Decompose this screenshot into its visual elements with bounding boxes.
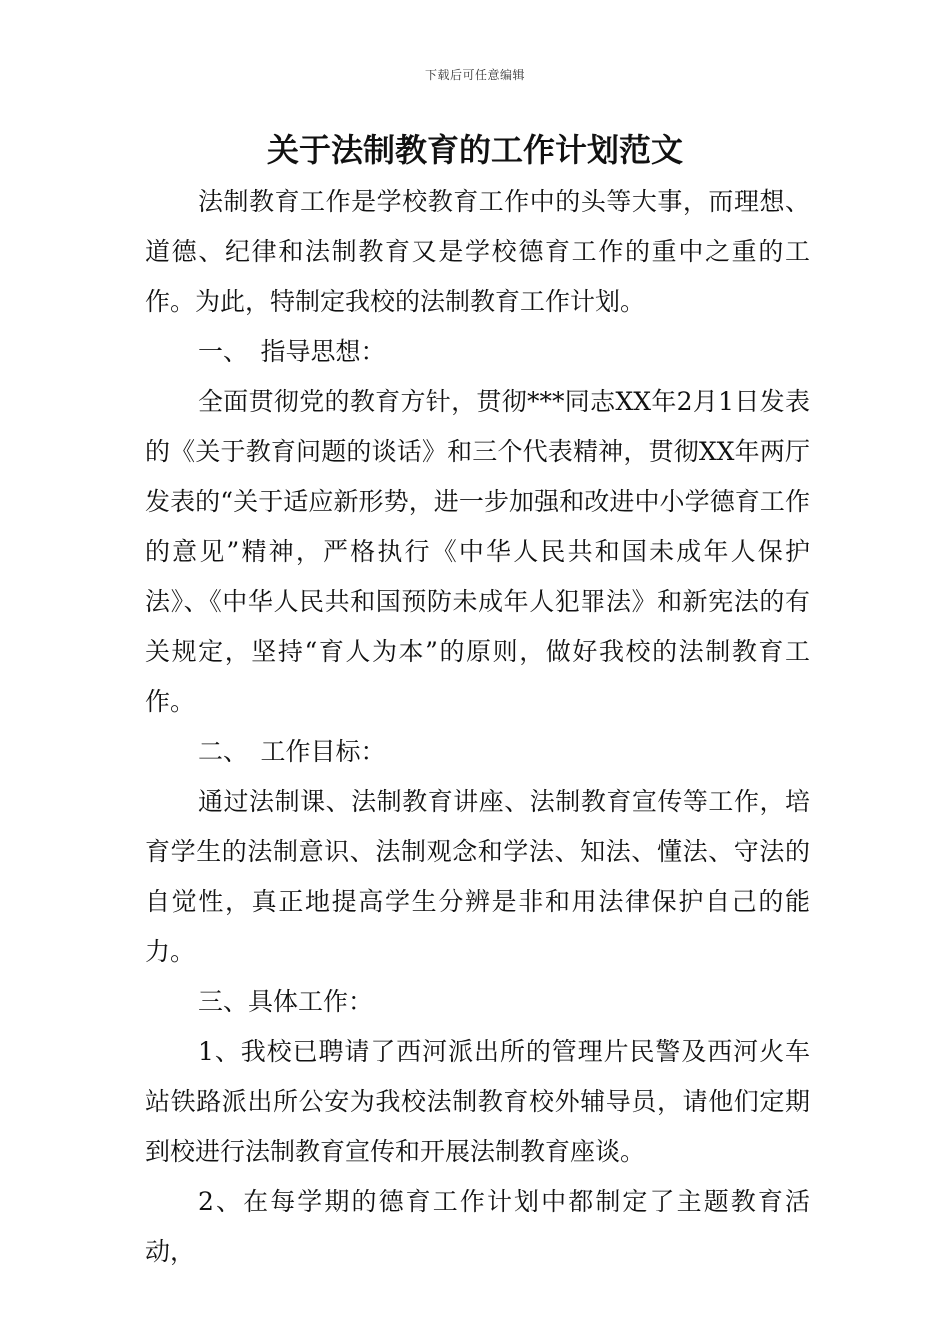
work-goals-paragraph: 通过法制课、法制教育讲座、法制教育宣传等工作，培育学生的法制意识、法制观念和学法、知法、懂法、守法的自觉性，真正地提高学生分辨是非和用法律保护自己的能力。 [145, 787, 810, 966]
section-heading-work-goals: 二、 工作目标： [198, 737, 386, 766]
guiding-ideology-paragraph: 全面贯彻党的教育方针，贯彻***同志XX年2月1日发表的《关于教育问题的谈话》和三个代表精神，贯彻XX年两厅发表的“关于适应新形势，进一步加强和改进中小学德育工作的意见”精神，严格执行《中华人民共和国未成年人保护法》、《中华人民共和国预防未成年人犯罪法》和新宪法的有关规定，坚持“育人为本”的原则，做好我校的法制教育工作。 [145, 387, 810, 716]
section-heading-guiding-ideology: 一、 指导思想： [198, 337, 386, 366]
header-note: 下载后可任意编辑 [424, 68, 525, 82]
document-body [145, 177, 810, 1277]
specific-work-item-1: 1、我校已聘请了西河派出所的管理片民警及西河火车站铁路派出所公安为我校法制教育校外辅导员，请他们定期到校进行法制教育宣传和开展法制教育座谈。 [145, 1037, 810, 1166]
document-title: 关于法制教育的工作计划范文 [266, 131, 683, 169]
intro-paragraph: 法制教育工作是学校教育工作中的头等大事，而理想、道德、纪律和法制教育又是学校德育工作的重中之重的工作。为此，特制定我校的法制教育工作计划。 [145, 187, 810, 316]
specific-work-item-2: 2、在每学期的德育工作计划中都制定了主题教育活动， [145, 1187, 810, 1266]
section-heading-specific-work: 三、具体工作： [198, 987, 374, 1016]
